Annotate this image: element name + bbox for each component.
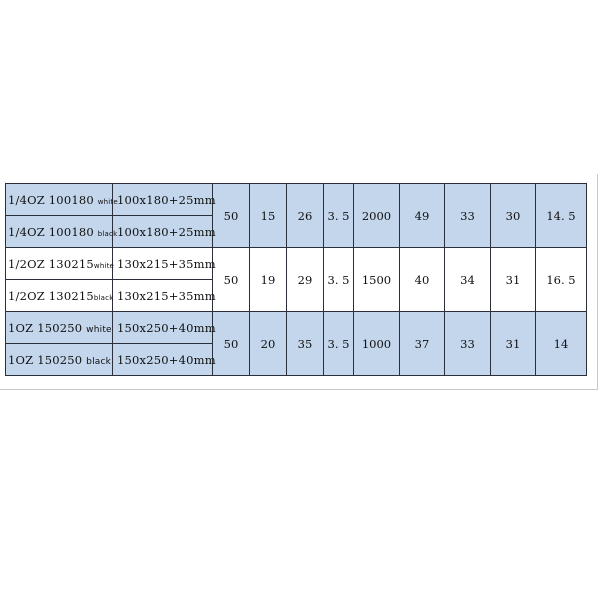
table-row bbox=[6, 312, 587, 344]
value-cell: 37 bbox=[400, 312, 445, 376]
size-cell: 130x215+35mm bbox=[113, 280, 213, 312]
value-cell: 50 bbox=[213, 248, 250, 312]
value-cell: 15 bbox=[250, 184, 287, 248]
value-cell: 3. 5 bbox=[324, 312, 354, 376]
table-row bbox=[6, 184, 587, 216]
value-cell: 33 bbox=[445, 312, 491, 376]
size-cell: 150x250+40mm bbox=[113, 312, 213, 344]
product-name-cell: 1/2OZ 130215black bbox=[6, 280, 113, 312]
value-cell: 40 bbox=[400, 248, 445, 312]
value-cell: 3. 5 bbox=[324, 248, 354, 312]
size-cell: 100x180+25mm bbox=[113, 216, 213, 248]
value-cell: 49 bbox=[400, 184, 445, 248]
value-cell: 30 bbox=[491, 184, 536, 248]
value-cell: 14 bbox=[536, 312, 587, 376]
value-cell: 31 bbox=[491, 248, 536, 312]
value-cell: 33 bbox=[445, 184, 491, 248]
product-name-cell: 1/4OZ 100180 white bbox=[6, 184, 113, 216]
value-cell: 20 bbox=[250, 312, 287, 376]
value-cell: 35 bbox=[287, 312, 324, 376]
product-name-cell: 1OZ 150250 black bbox=[6, 344, 113, 376]
value-cell: 19 bbox=[250, 248, 287, 312]
value-cell: 1000 bbox=[354, 312, 400, 376]
value-cell: 34 bbox=[445, 248, 491, 312]
value-cell: 14. 5 bbox=[536, 184, 587, 248]
value-cell: 2000 bbox=[354, 184, 400, 248]
value-cell: 29 bbox=[287, 248, 324, 312]
value-cell: 50 bbox=[213, 184, 250, 248]
product-name-cell: 1/2OZ 130215white bbox=[6, 248, 113, 280]
value-cell: 1500 bbox=[354, 248, 400, 312]
value-cell: 16. 5 bbox=[536, 248, 587, 312]
product-name-cell: 1OZ 150250 white bbox=[6, 312, 113, 344]
size-cell: 100x180+25mm bbox=[113, 184, 213, 216]
spec-table bbox=[5, 183, 587, 376]
size-cell: 150x250+40mm bbox=[113, 344, 213, 376]
value-cell: 26 bbox=[287, 184, 324, 248]
value-cell: 31 bbox=[491, 312, 536, 376]
product-name-cell: 1/4OZ 100180 black bbox=[6, 216, 113, 248]
value-cell: 3. 5 bbox=[324, 184, 354, 248]
size-cell: 130x215+35mm bbox=[113, 248, 213, 280]
value-cell: 50 bbox=[213, 312, 250, 376]
table-row bbox=[6, 248, 587, 280]
